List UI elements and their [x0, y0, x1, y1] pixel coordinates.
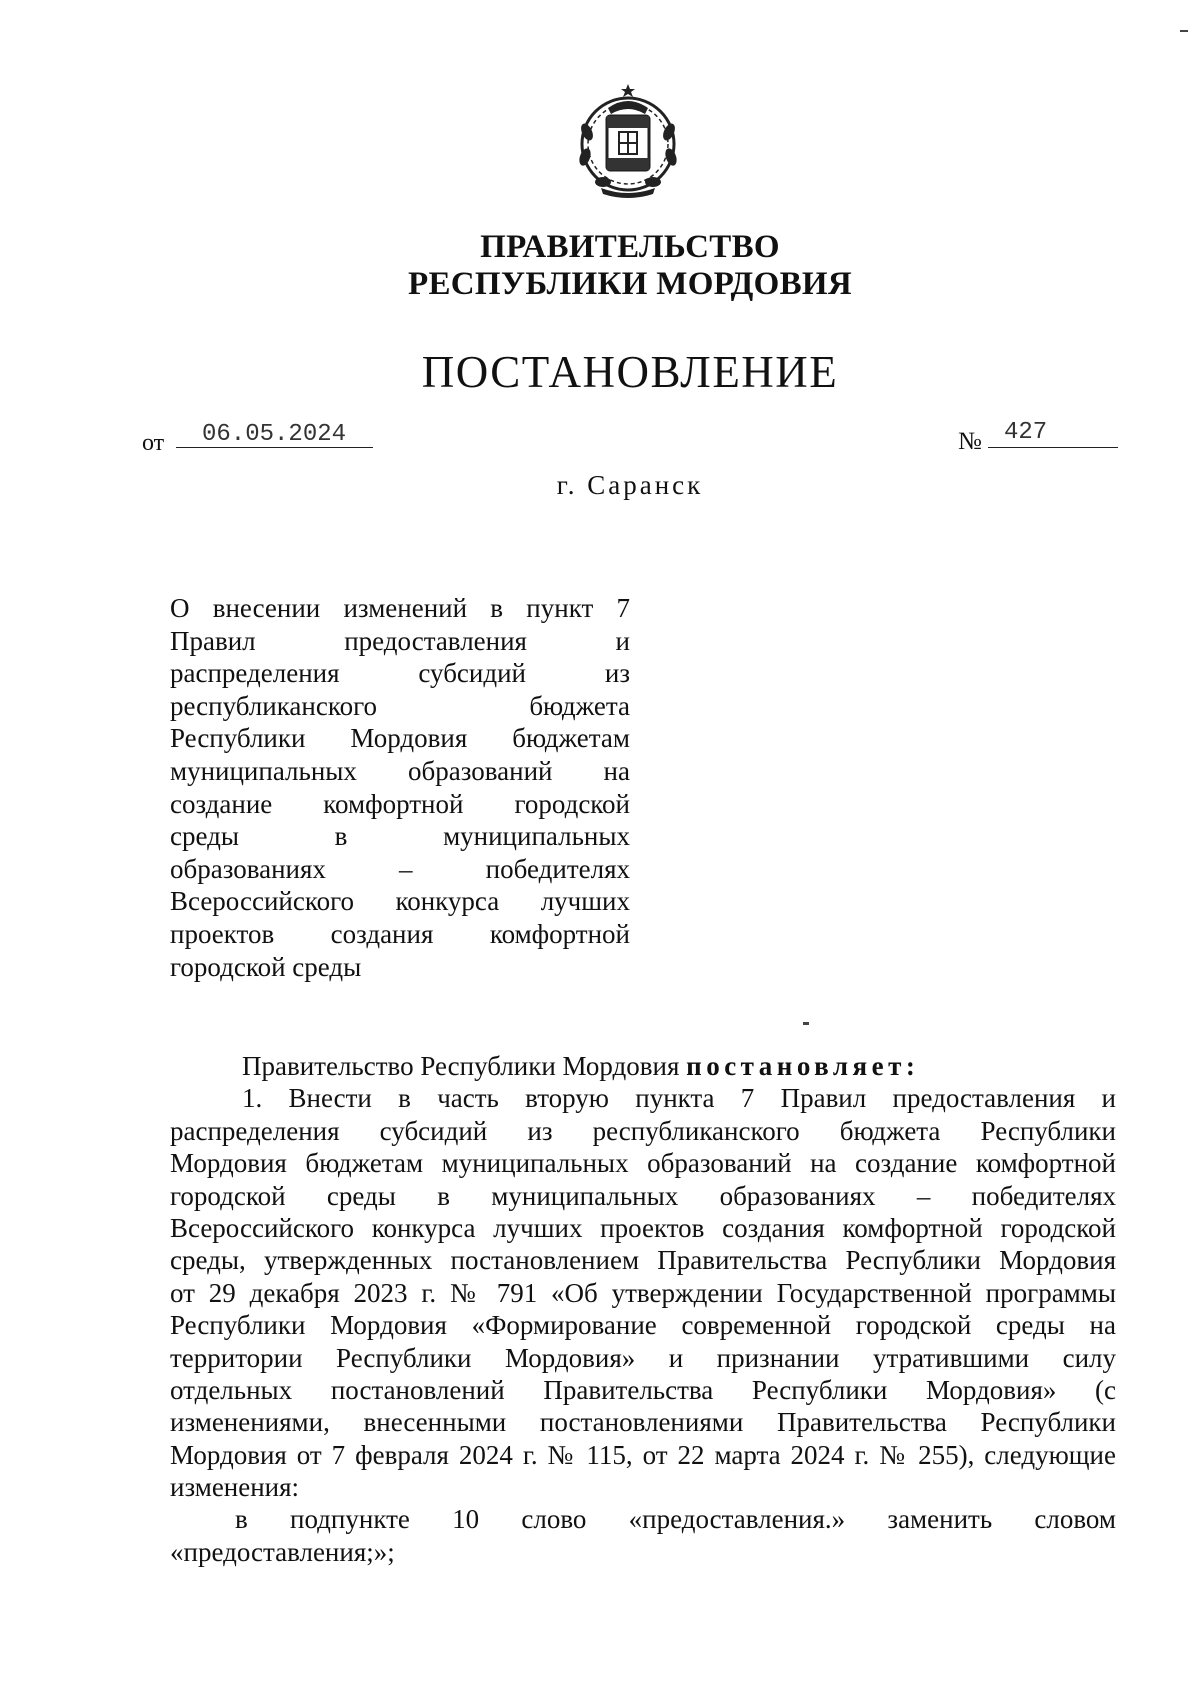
subject-line: создание комфортной городской — [170, 788, 630, 819]
number-underline — [988, 447, 1118, 448]
coat-of-arms-icon — [573, 82, 683, 200]
subject-line: республиканского бюджета — [170, 690, 630, 721]
subject-line: О внесении изменений в пункт 7 — [170, 593, 630, 623]
item1-line: Мордовия от 7 февраля 2024 г. № 115, от 22 марта 2024 г. № 255), следующие — [170, 1439, 1116, 1470]
scan-mark — [803, 1022, 809, 1025]
subject-line: распределения субсидий из — [170, 658, 630, 689]
date-label: от — [142, 430, 165, 456]
subject-line: образованиях – победителях — [170, 853, 630, 884]
subject-line: муниципальных образований на — [170, 755, 630, 786]
item1-line: распределения субсидий из республиканского бюджета Республики — [170, 1115, 1116, 1146]
intro-paragraph — [170, 1050, 1116, 1082]
number-label: № — [958, 428, 982, 455]
item1-line: Республики Мордовия «Формирование современной городской среды на — [170, 1310, 1116, 1341]
organization-title-line2: РЕСПУБЛИКИ МОРДОВИЯ — [407, 266, 852, 302]
date-value: 06.05.2024 — [202, 421, 347, 448]
subitem-line: в подпункте 10 слово «предоставления.» заменить словом — [235, 1504, 1116, 1535]
subject-line: среды в муниципальных — [170, 821, 630, 852]
item1-line: городской среды в муниципальных образованиях – победителях — [170, 1180, 1116, 1211]
item1-line: от 29 декабря 2023 г. № 791 «Об утверждении Государственной программы — [170, 1277, 1116, 1308]
subject-line: городской среды — [170, 951, 362, 982]
intro-prefix: Правительство Республики Мордовия — [242, 1051, 687, 1081]
item1-line: 1. Внести в часть вторую пункта 7 Правил предоставления и — [242, 1083, 1116, 1114]
item1-line: Мордовия бюджетам муниципальных образований на создание комфортной — [170, 1148, 1116, 1179]
body-text — [170, 1050, 1116, 1568]
subject-line: проектов создания комфортной — [170, 918, 630, 949]
number-value: 427 — [1004, 419, 1048, 446]
scan-mark — [1180, 30, 1188, 32]
item1-line: территории Республики Мордовия» и признании утратившими силу — [170, 1342, 1116, 1373]
item1-line: изменениями, внесенными постановлениями Правительства Республики — [170, 1407, 1116, 1438]
subject-line: Республики Мордовия бюджетам — [170, 723, 630, 754]
subject-line: Правил предоставления и — [170, 625, 630, 656]
subject-line: Всероссийского конкурса лучших — [170, 886, 630, 917]
item1-line: изменения: — [170, 1472, 300, 1503]
intro-emphasis: постановляет: — [686, 1051, 920, 1081]
item1-line: среды, утвержденных постановлением Правительства Республики Мордовия — [170, 1245, 1116, 1276]
item1-line: отдельных постановлений Правительства Республики Мордовия» (с — [170, 1374, 1116, 1405]
subject-block — [170, 592, 630, 983]
city-line: г. Саранск — [556, 470, 704, 500]
organization-title-line1: ПРАВИТЕЛЬСТВО — [480, 229, 780, 265]
document-type-title: ПОСТАНОВЛЕНИЕ — [421, 347, 839, 397]
subitem-line: «предоставления;»; — [170, 1536, 395, 1567]
item1-line: Всероссийского конкурса лучших проектов создания комфортной городской — [170, 1212, 1116, 1243]
